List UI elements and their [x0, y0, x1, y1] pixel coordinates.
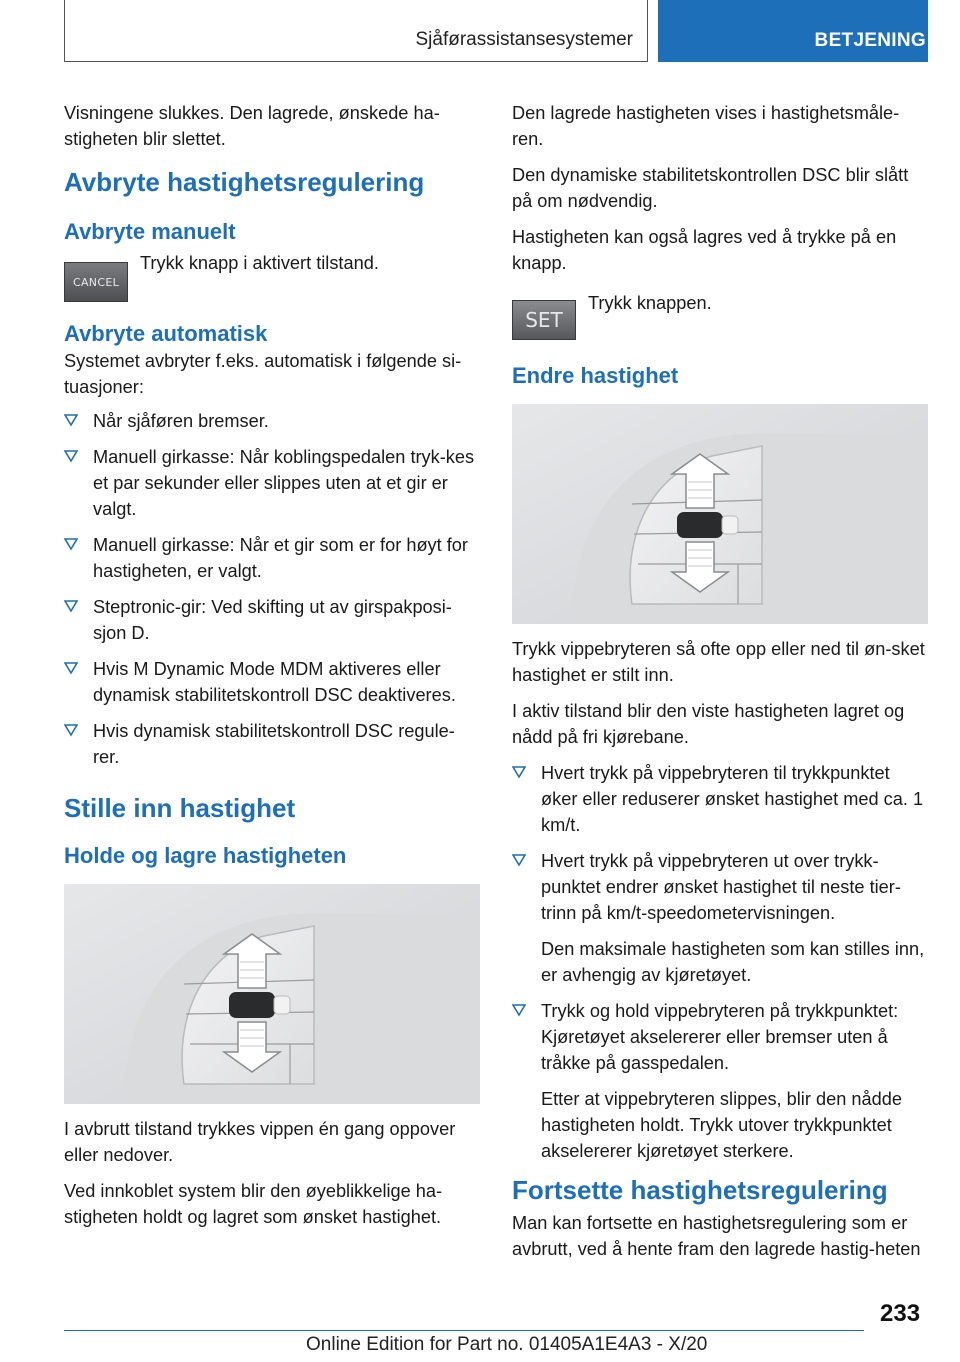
- chapter-title: BETJENING: [658, 0, 928, 62]
- page-header: [64, 0, 928, 64]
- list-item: Trykk og hold vippebryteren på trykkpunktet: Kjøretøyet akselererer eller bremser uten å tråkke på gasspedalen. Etter at vippebryteren slippes, blir den nådde hastigheten holdt. Trykk utover trykkpunktet akselererer kjøretøyet sterkere.: [512, 998, 928, 1164]
- auto-intro: Systemet avbryter f.eks. automatisk i følgende si-tuasjoner:: [64, 351, 462, 397]
- edition-text: Online Edition for Part no. 01405A1E4A3 - X/20: [306, 1334, 708, 1355]
- heading-cancel-cruise: Avbryte hastighetsregulering: [64, 167, 425, 197]
- heading-hold-speed: Holde og lagre hastigheten: [64, 843, 347, 868]
- set-button-image: SET: [512, 300, 576, 340]
- list-item: Når sjåføren bremser.: [64, 408, 480, 434]
- steering-switch-photo: [64, 884, 480, 1104]
- set-instruction: Trykk knappen.: [588, 293, 712, 313]
- change-paragraph-2: I aktiv tilstand blir den viste hastigheten lagret og nådd på fri kjørebane.: [512, 701, 905, 747]
- change-paragraph-1: Trykk vippebryteren så ofte opp eller ned til øn-sket hastighet er stilt inn.: [512, 639, 925, 685]
- list-item: Steptronic-gir: Ved skifting ut av girspakposi-sjon D.: [64, 594, 480, 646]
- list-item: Hvert trykk på vippebryteren ut over trykk-punktet endrer ønsket hastighet til neste tier-trinn på km/t-speedometervisningen. Den maksimale hastigheten som kan stilles inn, er avhengig av kjøretøyet.: [512, 848, 928, 988]
- resume-paragraph: Man kan fortsette en hastighetsregulering som er avbrutt, ved å hente fram den lagrede hastig-heten: [512, 1213, 921, 1259]
- list-item: Manuell girkasse: Når et gir som er for høyt for hastigheten, er valgt.: [64, 532, 480, 584]
- left-column: [64, 100, 480, 1240]
- list-item-note: Den maksimale hastigheten som kan stilles inn, er avhengig av kjøretøyet.: [541, 939, 925, 985]
- heading-cancel-manual: Avbryte manuelt: [64, 219, 236, 244]
- list-item: Hvis dynamisk stabilitetskontroll DSC regule-rer.: [64, 718, 480, 770]
- footer-divider: [64, 1330, 864, 1331]
- list-item-note: Etter at vippebryteren slippes, blir den nådde hastigheten holdt. Trykk utover trykkpunktet akselererer kjøretøyet sterkere.: [541, 1089, 902, 1161]
- heading-set-speed: Stille inn hastighet: [64, 793, 296, 823]
- list-item: Hvis M Dynamic Mode MDM aktiveres eller dynamisk stabilitetskontroll DSC deaktiveres.: [64, 656, 480, 708]
- section-title: Sjåførassistansesystemer: [64, 0, 648, 62]
- cancel-button-row: [64, 250, 480, 298]
- right-paragraph-3: Hastigheten kan også lagres ved å trykke på en knapp.: [512, 227, 897, 273]
- right-paragraph-1: Den lagrede hastigheten vises i hastighetsmåle-ren.: [512, 103, 900, 149]
- right-paragraph-2: Den dynamiske stabilitetskontrollen DSC blir slått på om nødvendig.: [512, 165, 909, 211]
- cancel-button-image: CANCEL: [64, 262, 128, 302]
- list-item: Manuell girkasse: Når koblingspedalen tryk-kes et par sekunder eller slippes uten at et gir er valgt.: [64, 444, 480, 522]
- auto-cancel-list: [64, 408, 480, 770]
- footer-edition: [306, 1334, 707, 1356]
- list-item: Hvert trykk på vippebryteren til trykkpunktet øker eller reduserer ønsket hastighet med ca. 1 km/t.: [512, 760, 928, 838]
- after-photo-paragraph-1: I avbrutt tilstand trykkes vippen én gang oppover eller nedover.: [64, 1119, 456, 1165]
- heading-resume-cruise: Fortsette hastighetsregulering: [512, 1175, 888, 1205]
- set-button-row: [512, 286, 928, 336]
- change-speed-list: [512, 760, 928, 1164]
- heading-change-speed: Endre hastighet: [512, 363, 679, 388]
- page-number: 233: [880, 1300, 921, 1327]
- right-column: [512, 100, 928, 1272]
- after-photo-paragraph-2: Ved innkoblet system blir den øyeblikkelige ha-stigheten holdt og lagret som ønsket hastighet.: [64, 1181, 443, 1227]
- heading-cancel-auto: Avbryte automatisk: [64, 321, 268, 346]
- cancel-instruction: Trykk knapp i aktivert tilstand.: [140, 253, 379, 273]
- steering-switch-photo: [512, 404, 928, 624]
- intro-paragraph: Visningene slukkes. Den lagrede, ønskede ha-stigheten blir slettet.: [64, 103, 440, 149]
